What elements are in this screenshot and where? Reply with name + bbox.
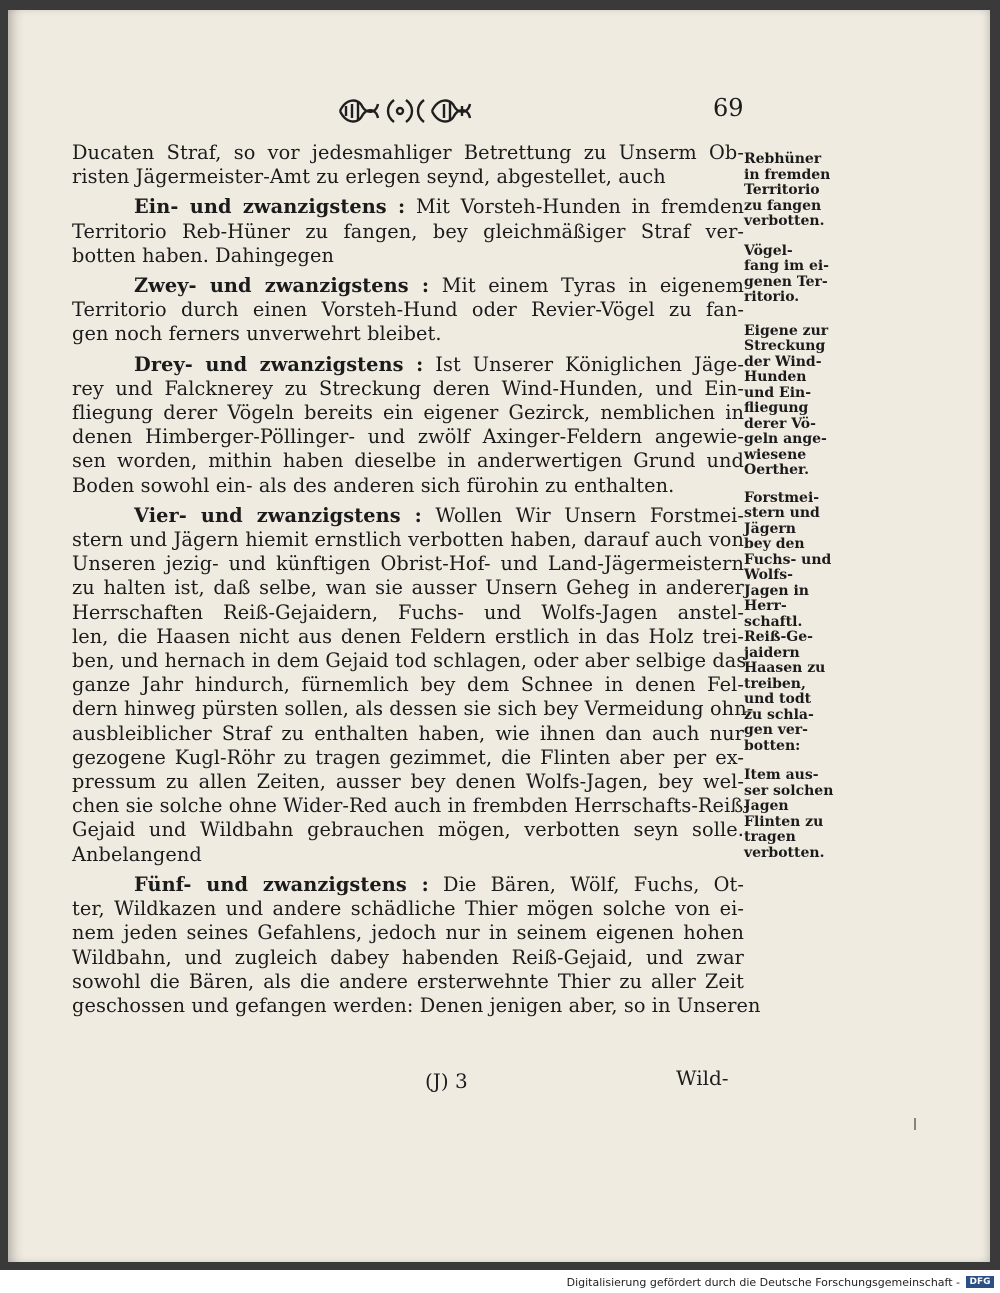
- margin-note-line: Territorio: [744, 182, 820, 198]
- text-line: [72, 873, 744, 897]
- margin-note-line: treiben,: [744, 675, 806, 692]
- text-line: pressum zu allen Zeiten, ausser bey denen Wolfs-Jagen, bey wel-: [72, 770, 744, 794]
- margin-note-line: Streckung: [744, 338, 826, 354]
- paragraph: [72, 195, 744, 268]
- paragraph: [72, 141, 744, 189]
- margin-note-line: Vögel-: [744, 242, 793, 259]
- margin-note-line: Item aus-: [744, 767, 819, 783]
- margin-note-line: wiesene: [744, 446, 807, 463]
- paragraph: [72, 872, 761, 1018]
- text-line: ben, und hernach in dem Gejaid tod schlagen, oder aber selbige das: [72, 649, 747, 673]
- text-line: Territorio durch einen Vorsteh-Hund oder Revier-Vögel zu fan-: [72, 298, 744, 322]
- text-line: gezogene Kugl-Röhr zu tragen gezimmet, die Flinten aber per ex-: [72, 745, 744, 769]
- text-line: Territorio Reb-Hüner zu fangen, bey gleichmäßiger Straf ver-: [72, 219, 744, 243]
- text-line: Ist Unserer Königlichen Jäge-: [435, 352, 744, 376]
- margin-note-line: und Ein-: [744, 384, 811, 401]
- margin-note-line: tragen: [744, 829, 796, 845]
- margin-note: [744, 152, 840, 230]
- text-line: gen noch ferners unverwehrt bleibet.: [72, 322, 442, 346]
- text-line: chen sie solche ohne Wider-Red auch in frembden Herrschafts-Reiß-: [72, 794, 750, 818]
- margin-note-line: jaidern: [744, 644, 800, 661]
- text-line: zu halten ist, daß selbe, wan sie ausser Unsern Geheg in anderer: [72, 576, 744, 600]
- text-line: Gejaid und Wildbahn gebrauchen mögen, verbotten seyn solle.: [72, 818, 744, 842]
- catchword: Wild-: [676, 1066, 729, 1090]
- signature-mark: (J) 3: [425, 1069, 468, 1093]
- margin-note-line: bey den: [744, 536, 805, 552]
- margin-note-line: zu schla-: [744, 706, 814, 723]
- text-line: stern und Jägern hiemit ernstlich verbotten haben, darauf auch von: [72, 528, 744, 552]
- margin-notes: [744, 144, 840, 873]
- text-line: geschossen und gefangen werden: Denen jenigen aber, so in Unseren: [72, 993, 761, 1017]
- paper-speck: [914, 1118, 916, 1130]
- margin-note-line: Flinten zu: [744, 813, 824, 830]
- margin-note-line: Fuchs- und: [744, 551, 832, 568]
- text-line: dern hinweg pürsten sollen, als dessen sie sich bey Vermeidung ohn-: [72, 697, 754, 721]
- margin-note-line: Jägern: [744, 520, 796, 537]
- margin-note-line: verbotten.: [744, 844, 825, 861]
- margin-note-line: Herr-: [744, 598, 787, 614]
- margin-note-line: in fremden: [744, 166, 831, 183]
- text-line: Herrschaften Reiß-Gejaidern, Fuchs- und Wolfs-Jagen anstel-: [72, 600, 744, 624]
- text-line: rey und Falcknerey zu Streckung deren Wind-Hunden, und Ein-: [72, 376, 744, 400]
- text-line: [72, 353, 744, 377]
- margin-note-line: verbotten.: [744, 213, 825, 229]
- margin-note-line: zu fangen: [744, 197, 822, 214]
- margin-note-line: fliegung: [744, 400, 809, 416]
- paragraph-lead: Drey- und zwanzigstens :: [134, 352, 424, 376]
- text-line: denen Himberger-Pöllinger- und zwölf Axinger-Feldern angewie-: [72, 425, 744, 449]
- paragraph: [72, 353, 744, 498]
- margin-note-line: Rebhüner: [744, 151, 822, 167]
- text-line: Mit einem Tyras in eigenem: [441, 274, 744, 298]
- paragraph: [72, 274, 744, 347]
- text-line: Unseren jezig- und künftigen Obrist-Hof- und Land-Jägermeistern: [72, 552, 744, 576]
- paragraph-lead: Vier- und zwanzigstens :: [134, 503, 422, 527]
- text-line: [72, 274, 744, 298]
- margin-note: [744, 491, 840, 755]
- margin-note-line: botten:: [744, 737, 801, 754]
- text-line: Mit Vorsteh-Hunden in fremden: [416, 195, 744, 219]
- text-line: Die Bären, Wölf, Fuchs, Ot-: [443, 872, 745, 896]
- paragraph-lead: Ein- und zwanzigstens :: [134, 195, 406, 219]
- text-line: ter, Wildkazen und andere schädliche Thier mögen solche von ei-: [72, 897, 744, 921]
- margin-note-line: geln ange-: [744, 431, 827, 447]
- margin-note-line: ser solchen: [744, 782, 834, 799]
- paragraph-lead: Fünf- und zwanzigstens :: [134, 872, 429, 896]
- margin-note-line: und todt: [744, 691, 812, 707]
- text-line: [72, 504, 744, 528]
- margin-note-line: Forstmei-: [744, 489, 820, 506]
- margin-note-line: Reiß-Ge-: [744, 629, 813, 645]
- headpiece-ornament: [332, 92, 502, 130]
- text-line: ganze Jahr hindurch, fürnemlich bey dem Schnee in denen Fel-: [72, 673, 744, 697]
- body-text: [72, 141, 761, 1018]
- margin-note-line: Eigene zur: [744, 322, 829, 339]
- margin-note-line: Oerther.: [744, 462, 809, 478]
- text-line: [72, 195, 744, 219]
- footer-credit: Digitalisierung gefördert durch die Deutsche Forschungsgemeinschaft -: [566, 1276, 960, 1289]
- margin-note-line: Hunden: [744, 369, 807, 385]
- dfg-logo: DFG: [966, 1276, 994, 1288]
- margin-note-line: Wolfs-: [744, 567, 793, 583]
- text-line: nem jeden seines Gefahlens, jedoch nur in seinem eigenen hohen: [72, 921, 744, 945]
- paragraph-lead: Zwey- und zwanzigstens :: [134, 274, 430, 298]
- margin-note-line: Jagen in: [744, 582, 809, 599]
- margin-note: [744, 324, 840, 479]
- text-line: len, die Haasen nicht aus denen Feldern erstlich in das Holz trei-: [72, 624, 744, 648]
- paragraph: [72, 503, 754, 867]
- margin-note: [744, 768, 840, 861]
- margin-note-line: gen ver-: [744, 722, 808, 738]
- text-line: botten haben. Dahingegen: [72, 243, 335, 267]
- margin-note-line: Haasen zu: [744, 660, 826, 676]
- text-line: fliegung derer Vögeln bereits ein eigener Gezirck, nemblichen in: [72, 401, 744, 425]
- text-line: ausbleiblicher Straf zu enthalten haben, wie ihnen dan auch nur: [72, 721, 744, 745]
- margin-note: [744, 244, 840, 306]
- margin-note-line: genen Ter-: [744, 273, 828, 290]
- margin-note-line: der Wind-: [744, 353, 822, 370]
- margin-note-line: Jagen: [744, 798, 789, 814]
- text-line: Wollen Wir Unsern Forstmei-: [435, 503, 744, 527]
- page-number: 69: [713, 94, 744, 122]
- text-line: sen worden, mithin haben dieselbe in anderwertigen Grund und: [72, 449, 744, 473]
- margin-note-line: fang im ei-: [744, 258, 829, 274]
- text-line: risten Jägermeister-Amt zu erlegen seynd, abgestellet, auch: [72, 165, 666, 189]
- text-line: Ducaten Straf, so vor jedesmahliger Betrettung zu Unserm Ob-: [72, 141, 744, 164]
- margin-note-line: schaftl.: [744, 613, 803, 630]
- text-line: Anbelangend: [72, 842, 202, 866]
- text-line: Wildbahn, und zugleich dabey habenden Reiß-Gejaid, und zwar: [72, 945, 744, 969]
- text-line: Boden sowohl ein- als des anderen sich fürohin zu enthalten.: [72, 473, 675, 497]
- text-line: sowohl die Bären, als die andere ersterwehnte Thier zu aller Zeit: [72, 969, 744, 993]
- margin-note-line: stern und: [744, 505, 820, 521]
- margin-note-line: derer Vö-: [744, 415, 816, 432]
- margin-note-line: ritorio.: [744, 289, 800, 305]
